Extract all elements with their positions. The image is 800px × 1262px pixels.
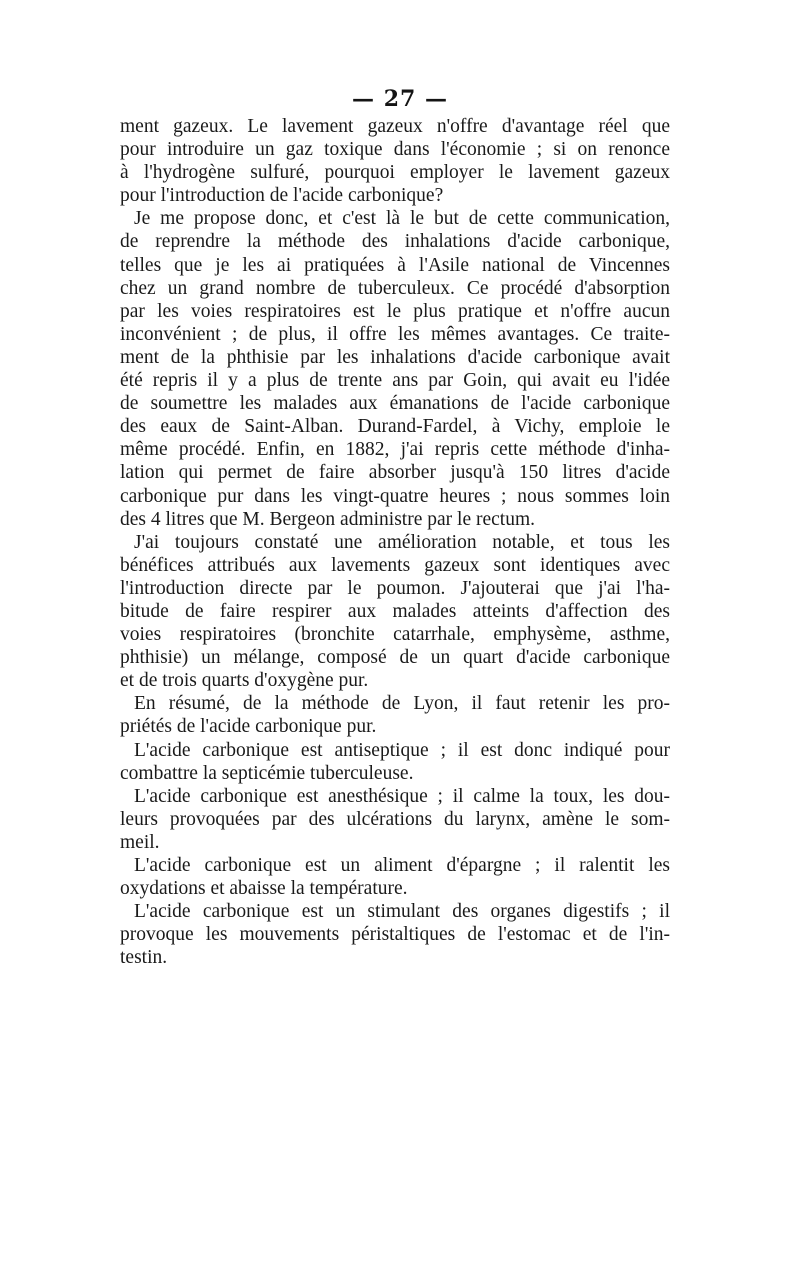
text-line: ment gazeux. Le lavement gazeux n'offre d'avantage réel que xyxy=(120,116,670,137)
body-text xyxy=(120,115,670,969)
text-line: L'acide carbonique est antiseptique ; il est donc indiqué pour xyxy=(134,739,670,761)
text-line: bénéfices attribués aux lavements gazeux sont identiques avec xyxy=(120,554,670,576)
text-line: ment de la phthisie par les inhalations d'acide carbonique avait xyxy=(120,346,670,368)
text-line: voies respiratoires (bronchite catarrhale, emphysème, asthme, xyxy=(120,624,670,646)
text-line: des 4 litres que M. Bergeon administre par le rectum. xyxy=(120,508,535,530)
text-line: bitude de faire respirer aux malades atteints d'affection des xyxy=(120,600,670,622)
text-line: des eaux de Saint-Alban. Durand-Fardel, à Vichy, emploie le xyxy=(120,416,670,438)
page-number: — 27 — xyxy=(352,86,448,112)
text-line: carbonique pur dans les vingt-quatre heures ; nous sommes loin xyxy=(120,485,670,507)
text-line: même procédé. Enfin, en 1882, j'ai repris cette méthode d'inha- xyxy=(120,439,670,461)
text-line: L'acide carbonique est un aliment d'épargne ; il ralentit les xyxy=(134,855,670,876)
text-line: Je me propose donc, et c'est là le but de cette communication, xyxy=(134,208,670,230)
text-line: inconvénient ; de plus, il offre les mêmes avantages. Ce traite- xyxy=(120,323,670,345)
text-line: l'introduction directe par le poumon. J'ajouterai que j'ai l'ha- xyxy=(120,577,670,599)
text-line: L'acide carbonique est un stimulant des organes digestifs ; il xyxy=(134,901,670,923)
text-line: meil. xyxy=(120,831,160,853)
text-line: leurs provoquées par des ulcérations du larynx, amène le som- xyxy=(120,808,670,830)
text-line: testin. xyxy=(120,947,168,969)
text-line: telles que je les ai pratiquées à l'Asile national de Vincennes xyxy=(120,254,670,276)
text-line: et de trois quarts d'oxygène pur. xyxy=(120,670,369,692)
text-line: de soumettre les malades aux émanations de l'acide carbonique xyxy=(120,393,670,415)
text-line: L'acide carbonique est anesthésique ; il calme la toux, les dou- xyxy=(134,785,670,807)
text-line: de reprendre la méthode des inhalations d'acide carbonique, xyxy=(120,231,670,253)
text-line: à l'hydrogène sulfuré, pourquoi employer le lavement gazeux xyxy=(120,162,670,184)
text-line: En résumé, de la méthode de Lyon, il faut retenir les pro- xyxy=(134,693,670,715)
text-line: priétés de l'acide carbonique pur. xyxy=(120,716,377,738)
text-line: pour l'introduction de l'acide carbonique? xyxy=(120,185,444,207)
text-line: lation qui permet de faire absorber jusqu'à 150 litres d'acide xyxy=(120,462,670,484)
text-line: oxydations et abaisse la température. xyxy=(120,878,408,900)
text-line: combattre la septicémie tuberculeuse. xyxy=(120,762,414,784)
text-line: provoque les mouvements péristaltiques de l'estomac et de l'in- xyxy=(120,924,670,946)
text-line: phthisie) un mélange, composé de un quart d'acide carbonique xyxy=(120,647,670,669)
text-line: chez un grand nombre de tuberculeux. Ce procédé d'absorption xyxy=(120,277,670,299)
text-line: été repris il y a plus de trente ans par Goin, qui avait eu l'idée xyxy=(120,370,670,392)
text-line: J'ai toujours constaté une amélioration notable, et tous les xyxy=(134,531,670,553)
text-line: pour introduire un gaz toxique dans l'économie ; si on renonce xyxy=(120,139,670,161)
text-line: par les voies respiratoires est le plus pratique et n'offre aucun xyxy=(120,300,670,322)
